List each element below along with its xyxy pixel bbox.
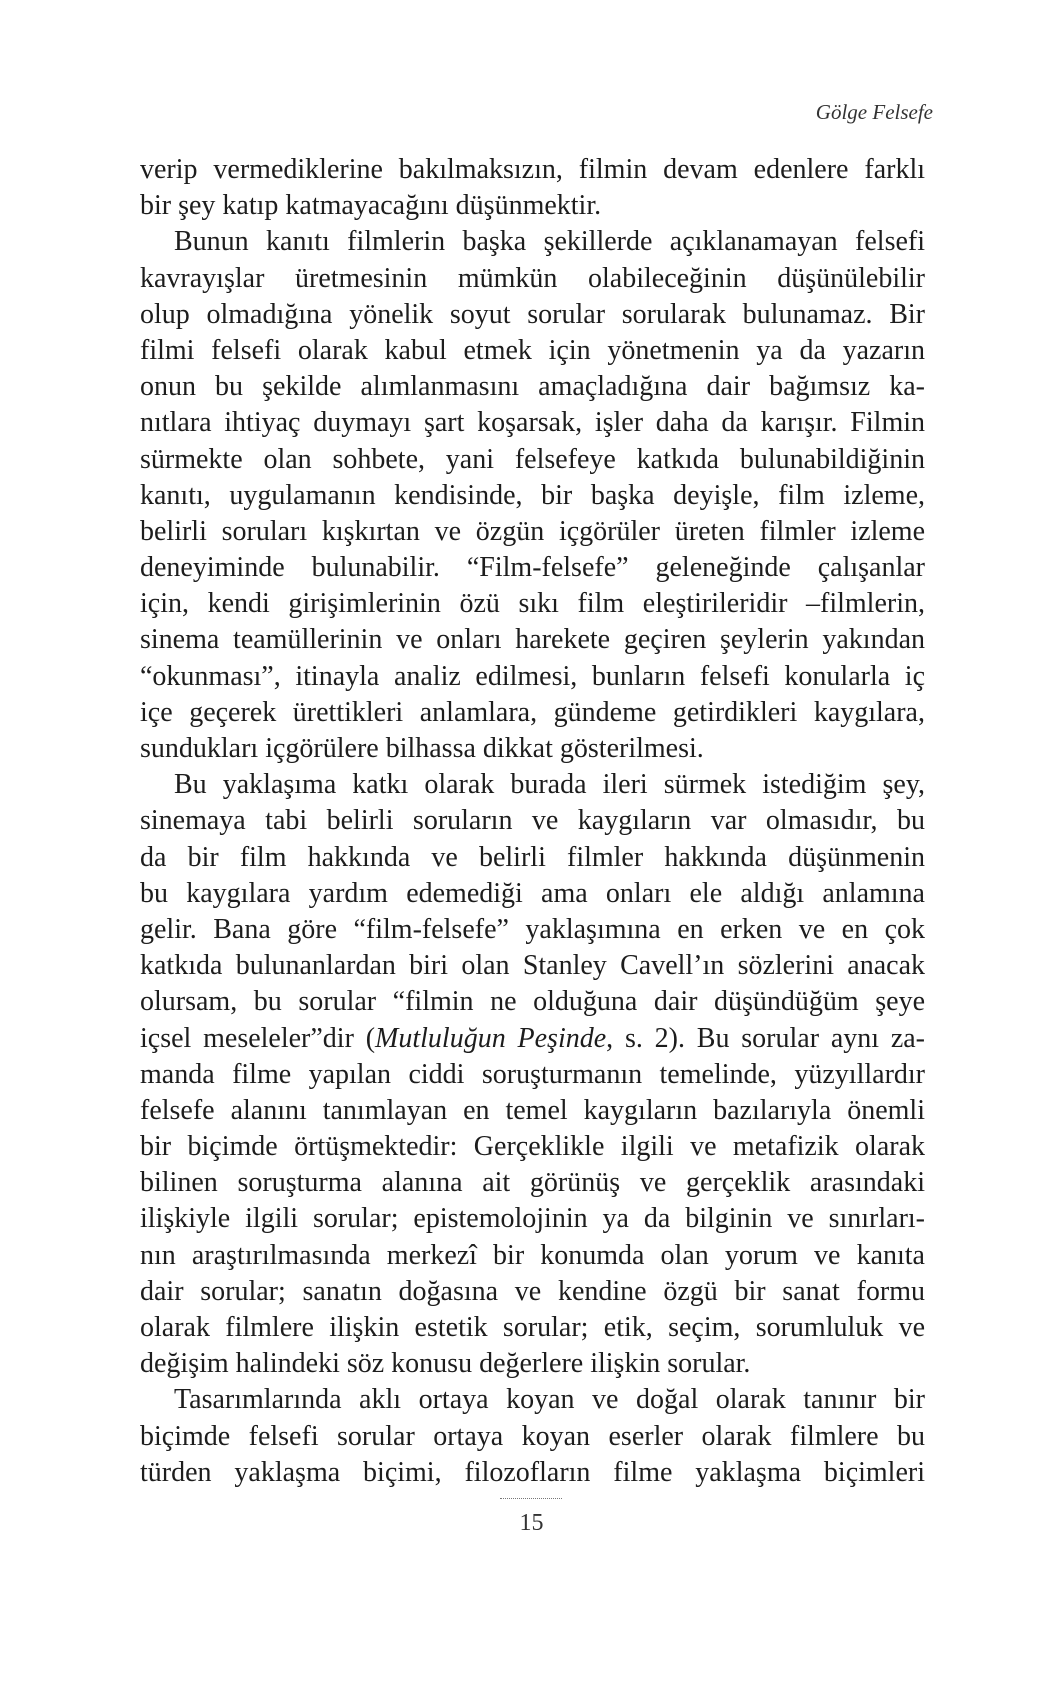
text-line: Tasarımlarında aklı ortaya koyan ve doğal olarak tanınır bir (174, 1384, 925, 1416)
text-line: sinema teamüllerinin ve onları harekete geçiren şeylerin yakından (140, 624, 925, 656)
text-segment: içsel meseleler”dir ( (140, 1022, 376, 1054)
text-line: belirli soruları kışkırtan ve özgün içgörüler üreten filmler izleme (140, 515, 925, 547)
text-line: biçimde felsefi sorular ortaya koyan eserler olarak filmlere bu (140, 1420, 925, 1452)
text-line: bir biçimde örtüşmektedir: Gerçeklikle ilgili ve metafizik olarak (140, 1131, 925, 1163)
text-line: verip vermediklerine bakılmaksızın, filmin devam edenlere farklı (140, 154, 925, 185)
text-line: için, kendi girişimlerinin özü sıkı film eleştirileridir –filmlerin, (140, 588, 925, 620)
text-line: dair sorular; sanatın doğasına ve kendine özgü bir sanat formu (140, 1275, 925, 1307)
cited-title: Mutluluğun Peşinde (375, 1022, 607, 1054)
text-line: olursam, bu sorular “filmin ne olduğuna dair düşündüğüm şeye (140, 986, 925, 1018)
text-line: bilinen soruşturma alanına ait görünüş ve gerçeklik arasındaki (140, 1167, 925, 1199)
text-line: da bir film hakkında ve belirli filmler hakkında düşünmenin (140, 841, 925, 873)
text-line: sinemaya tabi belirli soruların ve kaygıların var olmasıdır, bu (140, 805, 925, 837)
text-line: “okunması”, itinayla analiz edilmesi, bunların felsefi konularla iç (140, 660, 925, 692)
text-line: deneyiminde bulunabilir. “Film-felsefe” geleneğinde çalışanlar (140, 552, 925, 584)
text-line: değişim halindeki söz konusu değerlere ilişkin sorular. (140, 1348, 751, 1380)
text-line: nıtlara ihtiyaç duymayı şart koşarsak, işler daha da karışır. Filmin (140, 407, 925, 439)
text-line: olarak filmlere ilişkin estetik sorular; etik, seçim, sorumluluk ve (140, 1312, 925, 1343)
text-line: felsefe alanını tanımlayan en temel kaygıların bazılarıyla önemli (140, 1094, 925, 1126)
text-line: türden yaklaşma biçimi, filozofların filme yaklaşma biçimleri (140, 1456, 925, 1488)
text-line: kavrayışlar üretmesinin mümkün olabileceğinin düşünülebilir (140, 262, 925, 294)
text-line-with-citation (140, 1021, 925, 1057)
text-line: Bunun kanıtı filmlerin başka şekillerde açıklanamayan felsefi (174, 226, 925, 258)
running-header-title: Gölge Felsefe (815, 100, 933, 124)
text-line: onun bu şekilde alımlanmasını amaçladığına dair bağımsız ka- (140, 371, 925, 403)
text-line: gelir. Bana göre “film-felsefe” yaklaşımına en erken ve en çok (140, 913, 925, 945)
text-line: filmi felsefi olarak kabul etmek için yönetmenin ya da yazarın (140, 334, 925, 366)
text-line: sürmekte olan sohbete, yani felsefeye katkıda bulunabildiğinin (140, 443, 925, 475)
text-line: ilişkiyle ilgili sorular; epistemolojinin ya da bilginin ve sınırları- (140, 1203, 925, 1235)
text-line: sundukları içgörülere bilhassa dikkat gösterilmesi. (140, 733, 704, 764)
footer-divider (500, 1498, 562, 1499)
text-line: manda filme yapılan ciddi soruşturmanın temelinde, yüzyıllardır (140, 1058, 925, 1090)
text-line: bu kaygılara yardım edemediği ama onları ele aldığı anlamına (140, 877, 925, 909)
text-line: bir şey katıp katmayacağını düşünmektir. (140, 190, 602, 222)
text-line: olup olmadığına yönelik soyut sorular sorularak bulunamaz. Bir (140, 298, 925, 330)
text-line: içe geçerek ürettikleri anlamlara, gündeme getirdikleri kaygılara, (140, 696, 925, 728)
page-number: 15 (519, 1510, 544, 1536)
text-line: nın araştırılmasında merkezî bir konumda olan yorum ve kanıta (140, 1239, 925, 1271)
text-line: katkıda bulunanlardan biri olan Stanley Cavell’ın sözlerini anacak (140, 950, 925, 982)
text-segment: , s. 2). Bu sorular aynı za- (606, 1022, 926, 1054)
body-text (140, 152, 925, 1491)
text-line: Bu yaklaşıma katkı olarak burada ileri sürmek istediğim şey, (174, 769, 925, 801)
text-line: kanıtı, uygulamanın kendisinde, bir başka deyişle, film izleme, (140, 479, 925, 511)
